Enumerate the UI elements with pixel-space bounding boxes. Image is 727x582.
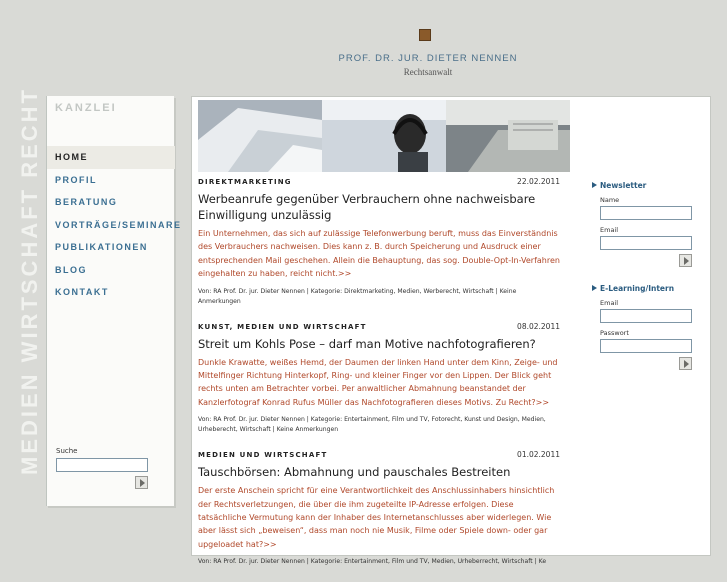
- post-footer: Von: RA Prof. Dr. jur. Dieter Nennen | Kategorie: Entertainment, Film und TV, Medien, Urheberrecht, Wirtschaft | Ke: [198, 558, 547, 566]
- post-footer: Von: RA Prof. Dr. jur. Dieter Nennen | Kategorie: Direktmarketing, Medien, Werberecht, Wirtschaft | Keine Anmerkungen: [198, 287, 517, 305]
- post-title[interactable]: Streit um Kohls Pose – darf man Motive nachfotografieren?: [198, 336, 536, 351]
- logo-mark-icon: [419, 29, 431, 41]
- newsletter-submit-button[interactable]: [679, 254, 692, 267]
- post-list: [198, 177, 560, 582]
- post: [198, 322, 560, 436]
- newsletter-email-label: Email: [600, 226, 619, 234]
- search-input[interactable]: [56, 458, 148, 472]
- nav-item-home[interactable]: HOME: [47, 146, 175, 169]
- elearning-heading: E-Learning/Intern: [592, 284, 697, 293]
- search-label: Suche: [56, 447, 78, 455]
- post-category[interactable]: KUNST, MEDIEN UND WIRTSCHAFT: [198, 322, 367, 331]
- post-excerpt[interactable]: Der erste Anschein spricht für eine Verantwortlichkeit des Anschlussinhabers hinsichtlich der Rechtsverletzungen, die über die ihm zugeteilte IP-Adresse erfolgen. Diese tatsächliche Vermutung kann der Inhaber des Internetanschlusses aber widerlegen. Wie aber lässt sich „beweisen“, dass man noch nie Musik, Filme oder Spiele down- oder gar upgeloadet hat?>>: [198, 486, 555, 549]
- newsletter-name-input[interactable]: [600, 206, 692, 220]
- right-column: [592, 181, 697, 370]
- nav-item-profil[interactable]: PROFIL: [55, 174, 97, 185]
- elearning-email-input[interactable]: [600, 309, 692, 323]
- post: [198, 177, 560, 307]
- nav-item-beratung[interactable]: BERATUNG: [55, 197, 118, 207]
- main-content: [191, 96, 711, 566]
- newsletter-name-label: Name: [600, 196, 620, 204]
- elearning-password-label: Passwort: [600, 329, 629, 337]
- nav-item-kontakt[interactable]: KONTAKT: [55, 287, 109, 297]
- nav-item-blog[interactable]: BLOG: [55, 264, 87, 275]
- post-category[interactable]: MEDIEN UND WIRTSCHAFT: [198, 451, 328, 460]
- nav-item-vortraege[interactable]: VORTRÄGE/SEMINARE: [55, 219, 182, 230]
- main-nav: [47, 146, 182, 304]
- vertical-tagline: MEDIEN WIRTSCHAFT RECHT: [17, 87, 42, 475]
- search-submit-button[interactable]: [135, 476, 148, 489]
- site-name: PROF. DR. JUR. DIETER NENNEN: [338, 53, 518, 64]
- post-title[interactable]: Tauschbörsen: Abmahnung und pauschales Bestreiten: [198, 465, 511, 480]
- newsletter-email-input[interactable]: [600, 236, 692, 250]
- newsletter-form: [592, 181, 697, 267]
- post-category[interactable]: DIREKTMARKETING: [198, 178, 292, 186]
- elearning-submit-button[interactable]: [679, 357, 692, 370]
- post-excerpt[interactable]: Dunkle Krawatte, weißes Hemd, der Daumen der linken Hand unter dem Kinn, Zeige- und Mittelfinger Richtung Hinterkopf, Ring- und kleiner Finger vor den Lippen. Der Blick geht rechts unten am Betrachter vorbei. Per anwaltlicher Abmahnung beanstandet der Kanzlerfotograf Konrad Rufus Müller das Nachfotografieren dieses Motivs. Zu Recht?>>: [198, 357, 558, 407]
- sidebar-title: KANZLEI: [55, 102, 117, 114]
- elearning-login-form: [592, 284, 697, 370]
- post-title[interactable]: Werbeanrufe gegenüber Verbrauchern ohne nachweisbare Einwilligung unzulässig: [198, 192, 536, 222]
- post-excerpt[interactable]: Ein Unternehmen, das sich auf zulässige Telefonwerbung beruft, muss das Einverständnis des Verbrauchers nachweisen. Dies kann z. B. durch Speicherung und Ausdruck einer entsprechenden Mail geschehen. Allein die Behauptung, das sog. Double-Opt-In-Verfahren eingehalten zu haben, reicht nicht.>>: [198, 229, 560, 279]
- elearning-email-label: Email: [600, 299, 619, 307]
- newsletter-heading: Newsletter: [592, 181, 697, 190]
- post: [198, 450, 560, 567]
- header-banner-image: [198, 100, 570, 172]
- site-subtitle: Rechtsanwalt: [403, 67, 453, 77]
- elearning-password-input[interactable]: [600, 339, 692, 353]
- post-date: 08.02.2011: [517, 321, 560, 331]
- nav-item-publikationen[interactable]: PUBLIKATIONEN: [55, 242, 148, 252]
- post-date: 22.02.2011: [517, 177, 560, 186]
- post-footer: Von: RA Prof. Dr. jur. Dieter Nennen | Kategorie: Entertainment, Film und TV, Fotorecht, Kunst und Design, Medien, Urheberecht, Wirtschaft | Keine Anmerkungen: [198, 416, 546, 434]
- post-date: 01.02.2011: [517, 450, 560, 460]
- sidebar: [46, 96, 182, 506]
